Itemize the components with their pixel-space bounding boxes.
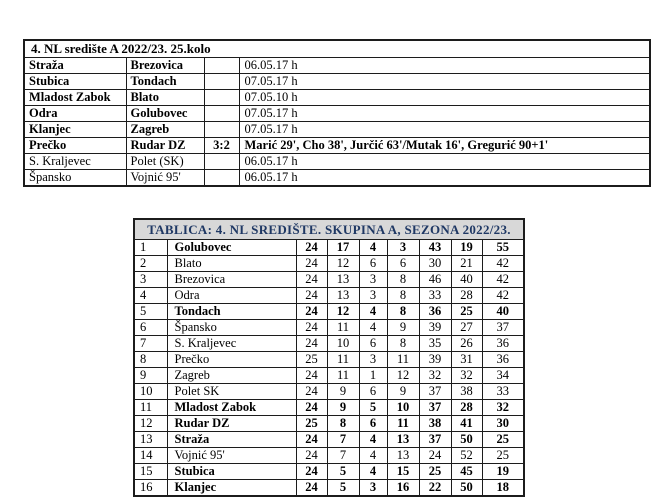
standings-title: TABLICA: 4. NL SREDIŠTE. SKUPINA A, SEZONA 2022/23.: [134, 219, 524, 240]
goals-for-cell: 30: [419, 256, 451, 272]
standings-row: [134, 336, 524, 352]
standings-row: [134, 400, 524, 416]
won-cell: 11: [327, 320, 359, 336]
home-team-cell: Odra: [24, 106, 126, 122]
won-cell: 7: [327, 432, 359, 448]
lost-cell: 13: [387, 432, 419, 448]
drawn-cell: 3: [359, 288, 387, 304]
points-cell: 25: [482, 432, 524, 448]
rank-cell: 10: [134, 384, 167, 400]
lost-cell: 11: [387, 352, 419, 368]
goals-for-cell: 46: [419, 272, 451, 288]
played-cell: 24: [296, 320, 327, 336]
score-cell: [204, 154, 239, 170]
points-cell: 32: [482, 400, 524, 416]
goals-for-cell: 32: [419, 368, 451, 384]
won-cell: 11: [327, 352, 359, 368]
away-team-cell: Blato: [126, 90, 204, 106]
rank-cell: 2: [134, 256, 167, 272]
match-info-cell: Marić 29', Cho 38', Jurčić 63'/Mutak 16', Gregurić 90+1': [239, 138, 650, 154]
won-cell: 12: [327, 304, 359, 320]
match-info-cell: 07.05.17 h: [239, 74, 650, 90]
played-cell: 24: [296, 272, 327, 288]
points-cell: 36: [482, 352, 524, 368]
team-cell: Brezovica: [167, 272, 296, 288]
rank-cell: 15: [134, 464, 167, 480]
standings-row: [134, 416, 524, 432]
standings-row: [134, 384, 524, 400]
away-team-cell: Vojnić 95': [126, 170, 204, 187]
fixture-row: [24, 138, 650, 154]
won-cell: 12: [327, 256, 359, 272]
match-info-cell: 07.05.17 h: [239, 122, 650, 138]
goals-against-cell: 28: [451, 400, 482, 416]
score-cell: [204, 106, 239, 122]
lost-cell: 10: [387, 400, 419, 416]
goals-against-cell: 32: [451, 368, 482, 384]
match-info-cell: 07.05.17 h: [239, 106, 650, 122]
goals-for-cell: 36: [419, 304, 451, 320]
goals-against-cell: 21: [451, 256, 482, 272]
played-cell: 25: [296, 352, 327, 368]
lost-cell: 8: [387, 272, 419, 288]
played-cell: 24: [296, 304, 327, 320]
team-cell: Zagreb: [167, 368, 296, 384]
team-cell: Rudar DZ: [167, 416, 296, 432]
drawn-cell: 3: [359, 272, 387, 288]
team-cell: Odra: [167, 288, 296, 304]
won-cell: 5: [327, 480, 359, 497]
goals-against-cell: 40: [451, 272, 482, 288]
fixture-row: [24, 58, 650, 74]
score-cell: [204, 90, 239, 106]
points-cell: 36: [482, 336, 524, 352]
won-cell: 7: [327, 448, 359, 464]
away-team-cell: Golubovec: [126, 106, 204, 122]
goals-against-cell: 45: [451, 464, 482, 480]
points-cell: 42: [482, 256, 524, 272]
standings-title-row: [134, 219, 524, 240]
home-team-cell: Mladost Zabok: [24, 90, 126, 106]
goals-against-cell: 28: [451, 288, 482, 304]
goals-for-cell: 22: [419, 480, 451, 497]
played-cell: 25: [296, 416, 327, 432]
rank-cell: 9: [134, 368, 167, 384]
points-cell: 42: [482, 272, 524, 288]
home-team-cell: Stubica: [24, 74, 126, 90]
rank-cell: 13: [134, 432, 167, 448]
lost-cell: 12: [387, 368, 419, 384]
rank-cell: 5: [134, 304, 167, 320]
fixture-row: [24, 90, 650, 106]
away-team-cell: Tondach: [126, 74, 204, 90]
lost-cell: 13: [387, 448, 419, 464]
team-cell: Golubovec: [167, 240, 296, 256]
lost-cell: 9: [387, 384, 419, 400]
drawn-cell: 5: [359, 400, 387, 416]
rank-cell: 6: [134, 320, 167, 336]
drawn-cell: 1: [359, 368, 387, 384]
played-cell: 24: [296, 256, 327, 272]
goals-for-cell: 39: [419, 352, 451, 368]
lost-cell: 9: [387, 320, 419, 336]
team-cell: Mladost Zabok: [167, 400, 296, 416]
goals-against-cell: 41: [451, 416, 482, 432]
goals-against-cell: 50: [451, 432, 482, 448]
goals-against-cell: 50: [451, 480, 482, 497]
drawn-cell: 4: [359, 448, 387, 464]
score-cell: 3:2: [204, 138, 239, 154]
drawn-cell: 6: [359, 336, 387, 352]
home-team-cell: S. Kraljevec: [24, 154, 126, 170]
standings-row: [134, 480, 524, 497]
lost-cell: 8: [387, 288, 419, 304]
won-cell: 17: [327, 240, 359, 256]
team-cell: Prečko: [167, 352, 296, 368]
goals-for-cell: 35: [419, 336, 451, 352]
won-cell: 10: [327, 336, 359, 352]
standings-row: [134, 368, 524, 384]
goals-for-cell: 43: [419, 240, 451, 256]
drawn-cell: 3: [359, 352, 387, 368]
played-cell: 24: [296, 368, 327, 384]
rank-cell: 11: [134, 400, 167, 416]
score-cell: [204, 170, 239, 187]
won-cell: 13: [327, 272, 359, 288]
goals-against-cell: 27: [451, 320, 482, 336]
goals-for-cell: 37: [419, 384, 451, 400]
rank-cell: 16: [134, 480, 167, 497]
match-info-cell: 06.05.17 h: [239, 58, 650, 74]
lost-cell: 3: [387, 240, 419, 256]
home-team-cell: Klanjec: [24, 122, 126, 138]
points-cell: 18: [482, 480, 524, 497]
team-cell: Špansko: [167, 320, 296, 336]
rank-cell: 7: [134, 336, 167, 352]
drawn-cell: 4: [359, 432, 387, 448]
played-cell: 24: [296, 464, 327, 480]
played-cell: 24: [296, 336, 327, 352]
goals-against-cell: 19: [451, 240, 482, 256]
goals-for-cell: 38: [419, 416, 451, 432]
team-cell: Straža: [167, 432, 296, 448]
score-cell: [204, 122, 239, 138]
standings-body: [134, 219, 524, 496]
standings-row: [134, 304, 524, 320]
rank-cell: 3: [134, 272, 167, 288]
played-cell: 24: [296, 400, 327, 416]
team-cell: Klanjec: [167, 480, 296, 497]
away-team-cell: Rudar DZ: [126, 138, 204, 154]
fixture-row: [24, 154, 650, 170]
lost-cell: 6: [387, 256, 419, 272]
fixtures-body: [24, 40, 650, 186]
home-team-cell: Prečko: [24, 138, 126, 154]
fixtures-title: 4. NL središte A 2022/23. 25.kolo: [24, 40, 650, 58]
played-cell: 24: [296, 448, 327, 464]
standings-row: [134, 448, 524, 464]
standings-row: [134, 432, 524, 448]
score-cell: [204, 74, 239, 90]
rank-cell: 1: [134, 240, 167, 256]
lost-cell: 8: [387, 336, 419, 352]
standings-row: [134, 272, 524, 288]
points-cell: 37: [482, 320, 524, 336]
drawn-cell: 4: [359, 240, 387, 256]
points-cell: 42: [482, 288, 524, 304]
team-cell: Blato: [167, 256, 296, 272]
standings-table: [133, 218, 525, 497]
drawn-cell: 6: [359, 256, 387, 272]
played-cell: 24: [296, 240, 327, 256]
rank-cell: 4: [134, 288, 167, 304]
goals-against-cell: 38: [451, 384, 482, 400]
away-team-cell: Zagreb: [126, 122, 204, 138]
standings-row: [134, 288, 524, 304]
points-cell: 55: [482, 240, 524, 256]
played-cell: 24: [296, 480, 327, 497]
points-cell: 30: [482, 416, 524, 432]
team-cell: Tondach: [167, 304, 296, 320]
rank-cell: 12: [134, 416, 167, 432]
standings-row: [134, 240, 524, 256]
team-cell: S. Kraljevec: [167, 336, 296, 352]
lost-cell: 11: [387, 416, 419, 432]
away-team-cell: Polet (SK): [126, 154, 204, 170]
fixture-row: [24, 106, 650, 122]
goals-for-cell: 25: [419, 464, 451, 480]
won-cell: 8: [327, 416, 359, 432]
drawn-cell: 4: [359, 320, 387, 336]
rank-cell: 14: [134, 448, 167, 464]
goals-against-cell: 52: [451, 448, 482, 464]
lost-cell: 8: [387, 304, 419, 320]
score-cell: [204, 58, 239, 74]
fixture-row: [24, 170, 650, 187]
points-cell: 25: [482, 448, 524, 464]
won-cell: 5: [327, 464, 359, 480]
home-team-cell: Špansko: [24, 170, 126, 187]
match-info-cell: 06.05.17 h: [239, 154, 650, 170]
drawn-cell: 4: [359, 304, 387, 320]
won-cell: 11: [327, 368, 359, 384]
standings-row: [134, 352, 524, 368]
drawn-cell: 4: [359, 464, 387, 480]
fixtures-table: [23, 39, 651, 187]
team-cell: Vojnić 95': [167, 448, 296, 464]
team-cell: Polet SK: [167, 384, 296, 400]
drawn-cell: 3: [359, 480, 387, 497]
won-cell: 13: [327, 288, 359, 304]
drawn-cell: 6: [359, 384, 387, 400]
match-info-cell: 06.05.17 h: [239, 170, 650, 187]
played-cell: 24: [296, 432, 327, 448]
lost-cell: 15: [387, 464, 419, 480]
fixture-row: [24, 74, 650, 90]
lost-cell: 16: [387, 480, 419, 497]
won-cell: 9: [327, 384, 359, 400]
goals-for-cell: 37: [419, 400, 451, 416]
points-cell: 33: [482, 384, 524, 400]
goals-against-cell: 26: [451, 336, 482, 352]
fixtures-title-row: [24, 40, 650, 58]
away-team-cell: Brezovica: [126, 58, 204, 74]
goals-for-cell: 24: [419, 448, 451, 464]
points-cell: 19: [482, 464, 524, 480]
goals-against-cell: 31: [451, 352, 482, 368]
goals-for-cell: 33: [419, 288, 451, 304]
played-cell: 24: [296, 288, 327, 304]
played-cell: 24: [296, 384, 327, 400]
points-cell: 40: [482, 304, 524, 320]
drawn-cell: 6: [359, 416, 387, 432]
standings-row: [134, 464, 524, 480]
goals-for-cell: 39: [419, 320, 451, 336]
standings-row: [134, 320, 524, 336]
standings-row: [134, 256, 524, 272]
won-cell: 9: [327, 400, 359, 416]
home-team-cell: Straža: [24, 58, 126, 74]
points-cell: 34: [482, 368, 524, 384]
goals-against-cell: 25: [451, 304, 482, 320]
goals-for-cell: 37: [419, 432, 451, 448]
team-cell: Stubica: [167, 464, 296, 480]
fixture-row: [24, 122, 650, 138]
match-info-cell: 07.05.10 h: [239, 90, 650, 106]
rank-cell: 8: [134, 352, 167, 368]
